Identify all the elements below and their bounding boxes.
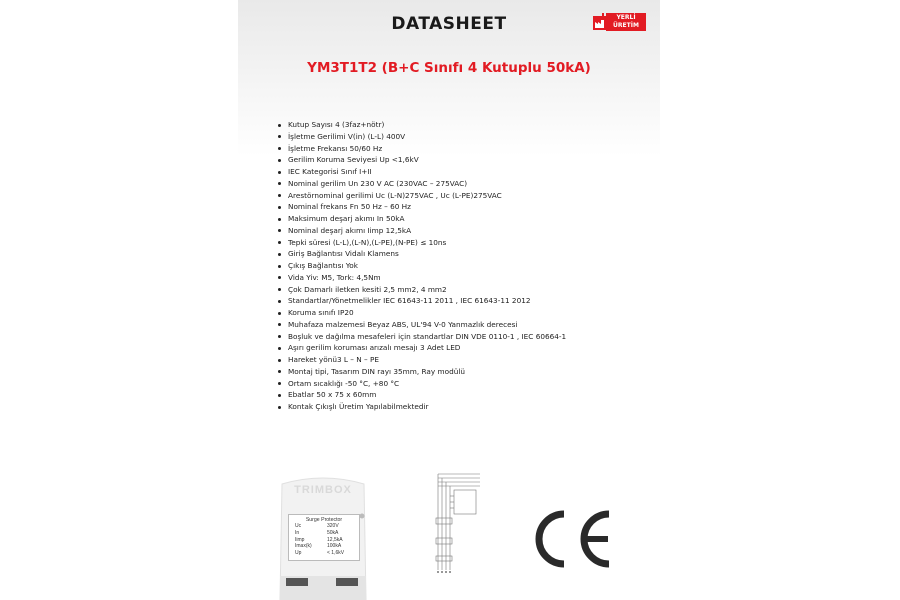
spec-item: Nominal frekans Fn 50 Hz – 60 Hz [277, 201, 637, 213]
spec-item: Ebatlar 50 x 75 x 60mm [277, 389, 637, 401]
device-label-value: 100kA [327, 543, 342, 550]
spec-item: Arestörnominal gerilimi Uc (L-N)275VAC , Uc (L-PE)275VAC [277, 190, 637, 202]
device-label-row [289, 550, 359, 557]
spec-item: Kutup Sayısı 4 (3faz+nötr) [277, 119, 637, 131]
spec-item: Nominal gerilim Un 230 V AC (230VAC – 275VAC) [277, 178, 637, 190]
spec-item: Nominal deşarj akımı Iimp 12,5kA [277, 225, 637, 237]
spec-item: Giriş Bağlantısı Vidalı Klamens [277, 248, 637, 260]
logo-line2: ÜRETİM [613, 22, 639, 29]
device-label-value: 12,5kA [327, 536, 343, 543]
device-label-value: 320V [327, 523, 339, 529]
spec-item: Gerilim Koruma Seviyesi Up <1,6kV [277, 154, 637, 166]
spec-item: Koruma sınıfı IP20 [277, 307, 637, 319]
spec-item: Ortam sıcaklığı -50 °C, +80 °C [277, 378, 637, 390]
datasheet-title: DATASHEET [391, 14, 507, 34]
logo-line1: YERLİ [616, 14, 636, 21]
device-label-row [289, 523, 359, 530]
device-rating-label [288, 514, 360, 561]
device-label-title: Surge Protector [305, 517, 343, 523]
spec-item: Boşluk ve dağılma mesafeleri için standartlar DIN VDE 0110-1 , IEC 60664-1 [277, 331, 637, 343]
device-label-key: Iimp [295, 536, 305, 543]
logo-text [606, 13, 646, 31]
device-label-value: < 1,6kV [327, 550, 345, 557]
spec-item: Vida Yiv: M5, Tork: 4,5Nm [277, 272, 637, 284]
product-device-image [278, 476, 368, 600]
spec-item: Kontak Çıkışlı Üretim Yapılabilmektedir [277, 401, 637, 413]
spec-item: Çıkış Bağlantısı Yok [277, 260, 637, 272]
device-label-row [289, 537, 359, 544]
datasheet-page [238, 0, 660, 600]
device-label-key: Uc [295, 523, 302, 529]
spec-item: Maksimum deşarj akımı In 50kA [277, 213, 637, 225]
device-label-key: Up [295, 550, 302, 557]
factory-icon [593, 12, 607, 32]
device-label-value: 50kA [327, 529, 339, 536]
device-brand: TRIMBOX [294, 484, 352, 496]
ce-mark-icon [528, 508, 614, 570]
device-label-key: In [295, 529, 300, 536]
spec-item: Muhafaza malzemesi Beyaz ABS, UL'94 V-0 Yanmazlık derecesi [277, 319, 637, 331]
spec-item: IEC Kategorisi Sınıf I+II [277, 166, 637, 178]
wiring-diagram [428, 466, 498, 584]
device-label-row [289, 530, 359, 537]
product-title: YM3T1T2 (B+C Sınıfı 4 Kutuplu 50kA) [307, 60, 591, 76]
spec-item: Tepki süresi (L-L),(L-N),(L-PE),(N-PE) ≤ 10ns [277, 237, 637, 249]
spec-item: Hareket yönü3 L – N – PE [277, 354, 637, 366]
spec-item: Aşırı gerilim koruması arızalı mesajı 3 Adet LED [277, 342, 637, 354]
spec-item: İşletme Frekansı 50/60 Hz [277, 143, 637, 155]
spec-item: Standartlar/Yönetmelikler IEC 61643-11 2011 , IEC 61643-11 2012 [277, 295, 637, 307]
spec-item: Çok Damarlı iletken kesiti 2,5 mm2, 4 mm2 [277, 284, 637, 296]
spec-item: Montaj tipi, Tasarım DIN rayı 35mm, Ray modülü [277, 366, 637, 378]
yerli-uretim-logo [593, 12, 647, 32]
spec-item: İşletme Gerilimi V(in) (L-L) 400V [277, 131, 637, 143]
device-label-key: Imax(k) [295, 543, 312, 550]
spec-list [277, 119, 637, 413]
device-label-row [289, 543, 359, 550]
